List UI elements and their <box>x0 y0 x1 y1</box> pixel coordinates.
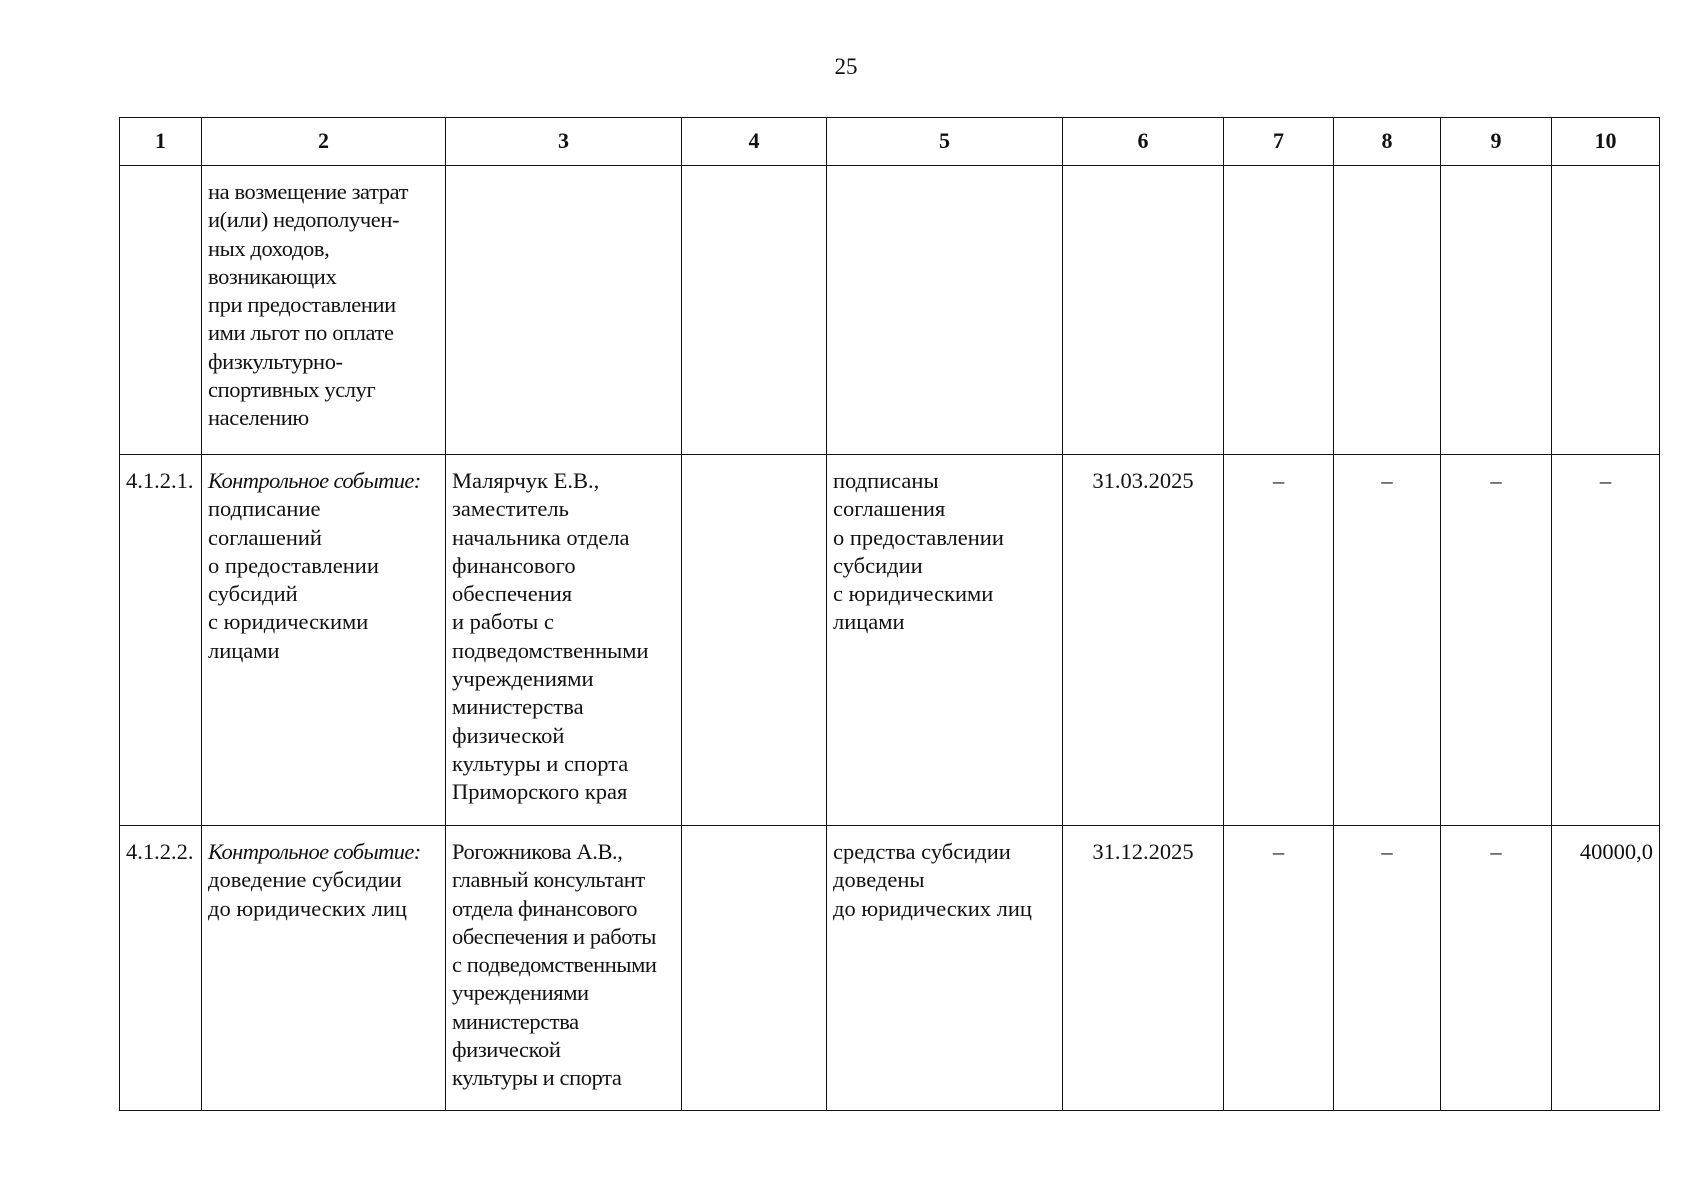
table-row <box>120 166 1660 455</box>
description-cell <box>202 826 446 1111</box>
col8-cell: – <box>1334 826 1441 1111</box>
col10-cell: 40000,0 <box>1552 826 1660 1111</box>
row-number-cell: 4.1.2.2. <box>120 826 202 1111</box>
col8-cell: – <box>1334 455 1441 826</box>
result-cell <box>827 166 1063 455</box>
result-cell: средства субсидии доведены до юридических лиц <box>827 826 1063 1111</box>
table-row <box>120 455 1660 826</box>
result-cell: подписаны соглашения о предоставлении субсидии с юридическими лицами <box>827 455 1063 826</box>
column-header-2: 2 <box>202 118 446 166</box>
date-cell: 31.03.2025 <box>1063 455 1224 826</box>
responsible-cell: Рогожникова А.В., главный консультант отдела финансового обеспечения и работы с подведомственными учреждениями министерства физической культуры и спорта <box>446 826 682 1111</box>
table-header-row <box>120 118 1660 166</box>
col7-cell: – <box>1224 826 1334 1111</box>
col4-cell <box>682 455 827 826</box>
column-header-7: 7 <box>1224 118 1334 166</box>
column-header-5: 5 <box>827 118 1063 166</box>
col9-cell: – <box>1441 455 1552 826</box>
responsible-cell <box>446 166 682 455</box>
row-number-cell: 4.1.2.1. <box>120 455 202 826</box>
col10-cell: – <box>1552 455 1660 826</box>
column-header-4: 4 <box>682 118 827 166</box>
plan-table <box>119 117 1660 1111</box>
column-header-1: 1 <box>120 118 202 166</box>
description-cell: на возмещение затрат и(или) недополучен- ных доходов, возникающих при предоставлении ими льгот по оплате физкультурно- спортивных услуг населению <box>202 166 446 455</box>
col8-cell <box>1334 166 1441 455</box>
control-event-label: Контрольное событие: <box>208 839 421 864</box>
column-header-9: 9 <box>1441 118 1552 166</box>
column-header-10: 10 <box>1552 118 1660 166</box>
column-header-8: 8 <box>1334 118 1441 166</box>
col7-cell <box>1224 166 1334 455</box>
row-number-cell <box>120 166 202 455</box>
event-description-text: доведение субсидии до юридических лиц <box>208 867 407 921</box>
col4-cell <box>682 166 827 455</box>
column-header-6: 6 <box>1063 118 1224 166</box>
date-cell <box>1063 166 1224 455</box>
col10-cell <box>1552 166 1660 455</box>
column-header-3: 3 <box>446 118 682 166</box>
event-description-text: подписание соглашений о предоставлении субсидий с юридическими лицами <box>208 496 379 663</box>
col9-cell: – <box>1441 826 1552 1111</box>
description-cell <box>202 455 446 826</box>
col9-cell <box>1441 166 1552 455</box>
control-event-label: Контрольное событие: <box>208 468 421 493</box>
responsible-cell: Малярчук Е.В., заместитель начальника отдела финансового обеспечения и работы с подведомственными учреждениями министерства физической культуры и спорта Приморского края <box>446 455 682 826</box>
date-cell: 31.12.2025 <box>1063 826 1224 1111</box>
page-number: 25 <box>834 54 858 79</box>
col7-cell: – <box>1224 455 1334 826</box>
col4-cell <box>682 826 827 1111</box>
table-row <box>120 826 1660 1111</box>
